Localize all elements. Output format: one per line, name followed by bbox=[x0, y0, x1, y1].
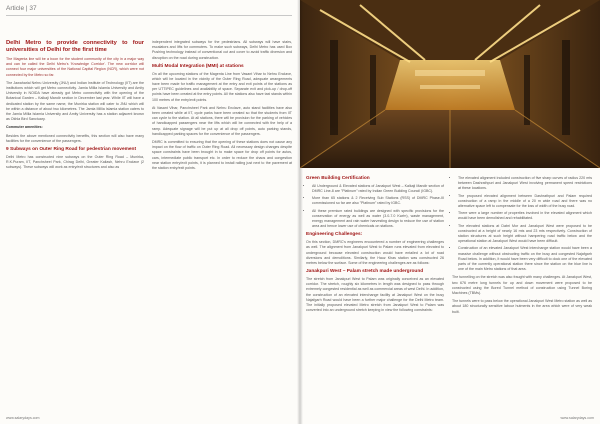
right-column-2 bbox=[452, 176, 592, 318]
body-paragraph: DMRC is committed to ensuring that the opening of these stations does not cause any impact on the flow of traffic on Outer Ring Road. All necessary design changes despite space constraints have been brought in to make space for drop off points for autos, cars, intermediate public transport etc. In order to reduce the chaos and congestion near station entry/exit points, it is planned to install railing just next to the pavement at the station entry/exit points. bbox=[152, 140, 292, 171]
green-bullet-list bbox=[306, 184, 444, 230]
body-paragraph: The Jawaharlal Nehru University (JNU) and Indian Institute of Technology (IIT) are the institutions which will get Metro connectivity. Jamia Millia Islamia University and Amity University in NOIDA have already got Metro connectivity with the opening of the Botanical Garden – Kalkaji Mandir section in December last year. While IIT will have a dedicated station by the same name, the Munirka station will cater to JNU which will be within a distance of about two kilometres. The Jamia Millia Islamia station caters to the Jamia Millia Islamia University and Amity University has a station adjacent known as Okhla Bird Sanctuary. bbox=[6, 80, 144, 122]
left-column-1 bbox=[6, 40, 144, 173]
footer-url-left: www.salarydays.com bbox=[6, 416, 40, 420]
list-item: • More than 65 stations & 2 Receiving Sub Stations (RSS) of DMRC Phase-III commissioned so far are also "Platinum" rated by IGBC. bbox=[312, 196, 444, 206]
body-paragraph: On all the upcoming stations of the Magenta Line from Vasant Vihar to Nehru Enclave, which will be located in the vicinity of the Outer Ring Road, adequate arrangements have been made for traffic management at the entry and exit points of the stations as per UTTIPEC guidelines and availability of space. Separate exit and pick-up / drop-off points have been created at the entry points. All the stations also have taxi stands within 100 metres of the entry/exit points. bbox=[152, 71, 292, 102]
body-paragraph: The tunnelling on the stretch was also fraught with many challenges. At Janakpuri West, two 676 metre long tunnels for up and down movement were proposed to be constructed using the Bored Tunnel method of construction using Tunnel Boring Machines (TBMs). bbox=[452, 275, 592, 296]
section-title-underground: Janakpuri West – Palam stretch made underground bbox=[306, 269, 424, 275]
spine-shadow bbox=[297, 0, 303, 424]
list-item: • There were a large number of properties involved in the elevated alignment which would have been demolished and rehabilitated. bbox=[458, 211, 592, 221]
body-paragraph: Delhi Metro has constructed nine subways on the Outer Ring Road – Munirka, R.K.Puram, IIT, Panchsheel Park, Chirag Delhi, Greater Kailash, Nehru Enclave (2 subways). These subways will work as entry/exit structures and also as bbox=[6, 154, 144, 170]
header-divider bbox=[6, 15, 292, 16]
station-illustration bbox=[300, 0, 600, 168]
list-item: • The elevated stations at Dabri Mor and Janakpuri West were proposed to be constructed at a height of nearly 16 mts and 23 mts respectively. Construction of station structures at such height without hampering road traffic below and the operational station at Janakpuri West would have been difficult. bbox=[458, 224, 592, 245]
subheading-commuter: Commuter amenities: bbox=[6, 125, 43, 130]
page-header: Article | 37 bbox=[6, 5, 37, 12]
section-title-mmi: Multi Modal Integration (MMI) at stations bbox=[152, 63, 244, 69]
section-title-green: Green Building Certification bbox=[306, 176, 370, 181]
list-item: • Construction of an elevated Janakpuri West interchange station would have been a massive challenge without obstructing traffic on the busy and congested Najafgarh Road below. In addition, it would have been very difficult to dock one of the elevated parts of the currently operational station there since the station on the blue line is one of the main Metro stations of that area. bbox=[458, 246, 592, 272]
left-column-2 bbox=[152, 40, 292, 174]
list-item: • All these premium rated buildings are designed with specific provisions for the conservation of energy as well as water (3.0-7.0 Kw/m), waste management, energy management and rain water harvesting design to reduce the use of station area and hence lower use of chemicals on stations. bbox=[312, 209, 444, 230]
section-title-subways: 9 Subways on Outer Ring Road for pedestrian movement bbox=[6, 147, 137, 153]
list-item: • All Underground & Elevated stations of Janakpuri West – Kalkaji Mandir section of DMRC Line-8 are "Platinum" rated by Indian Green Building Council (IGBC). bbox=[312, 184, 444, 194]
body-paragraph: The stretch from Janakpuri West to Palam was originally conceived as an elevated corridor. The stretch, roughly six kilometres in length was designed to pass through extremely congested residential as well as commercial areas of west Delhi. In addition, the construction of an elevated interchange facility at Janakpuri West on the busy Najafgarh Road would have been a further major challenge for the Delhi Metro team. The initially proposed elevated Metro stretch from Janakpuri West to Palam was converted into an underground stretch keeping in view the following constraints: bbox=[306, 277, 444, 313]
section-title-engineering: Engineering Challenges: bbox=[306, 232, 363, 238]
footer-url-right: www.salarydays.com bbox=[560, 416, 594, 420]
constraints-bullet-list bbox=[452, 176, 592, 272]
body-paragraph: independent integrated subways for the pedestrians. All subways will have stairs, escalators and lifts for commuters. To make such subways, Delhi Metro has used Box Pushing technology instead of conventional cut and cover to avoid traffic diversion and disruption on the road during construction. bbox=[152, 40, 292, 60]
right-column-1 bbox=[306, 176, 444, 316]
list-item: • The elevated alignment included construction of five sharp curves of radius 220 mts between Dashrathpuri and Janakpuri West involving permanent speed restrictions at these locations. bbox=[458, 176, 592, 192]
metro-station-photo bbox=[300, 0, 600, 168]
body-paragraph: On this section, DMRC's engineers encountered a number of engineering challenges as well. The alignment from Janakpuri West to Palam runs elevated from elevated to underground because elevated construction would have entailed a lot of road diversions and demolitions. Similarly, the Hauz Khas station was constructed 26 metres below the surface. Some of the engineering challenges are as follows: bbox=[306, 240, 444, 266]
body-paragraph: At Vasant Vihar, Panchsheel Park and Nehru Enclave, auto stand facilities have also been created while at IIT, cycle parks have been created so that the students from IIT can cycle to the station. At all stations, there will be provision for the parking of vehicles of handicapped passengers near the lifts which will be connected with the help of a ramp. Adequate signage will be put up at all drop off points, auto parking stands, handicapped parking spaces for the convenience of the passengers. bbox=[152, 105, 292, 136]
body-paragraph: Besides the above mentioned connectivity benefits, this section will also have many facilities for the convenience of the passengers. bbox=[6, 133, 144, 143]
list-item: • The proposed elevated alignment between Dashrathpuri and Palam required construction of a ramp in the middle of a 20 m wide road and there was no alternative space left to compensate for the loss of width of the busy road. bbox=[458, 194, 592, 210]
body-paragraph: The tunnels were to pass below the operational Janakpuri West Metro station as well as about 180 structurally sensitive labour hutments in the area which were of very weak built. bbox=[452, 299, 592, 314]
intro-paragraph: The Magenta line will be a boon for the student community of the city in a major way and can be called the Delhi Metro's 'Knowledge Corridor'. The new corridor will connect four major universities of the National Capital Region (NCR), which were not connected by the Metro so far. bbox=[6, 57, 144, 77]
article-title: Delhi Metro to provide connectivity to four universities of Delhi for the first time bbox=[6, 40, 144, 53]
